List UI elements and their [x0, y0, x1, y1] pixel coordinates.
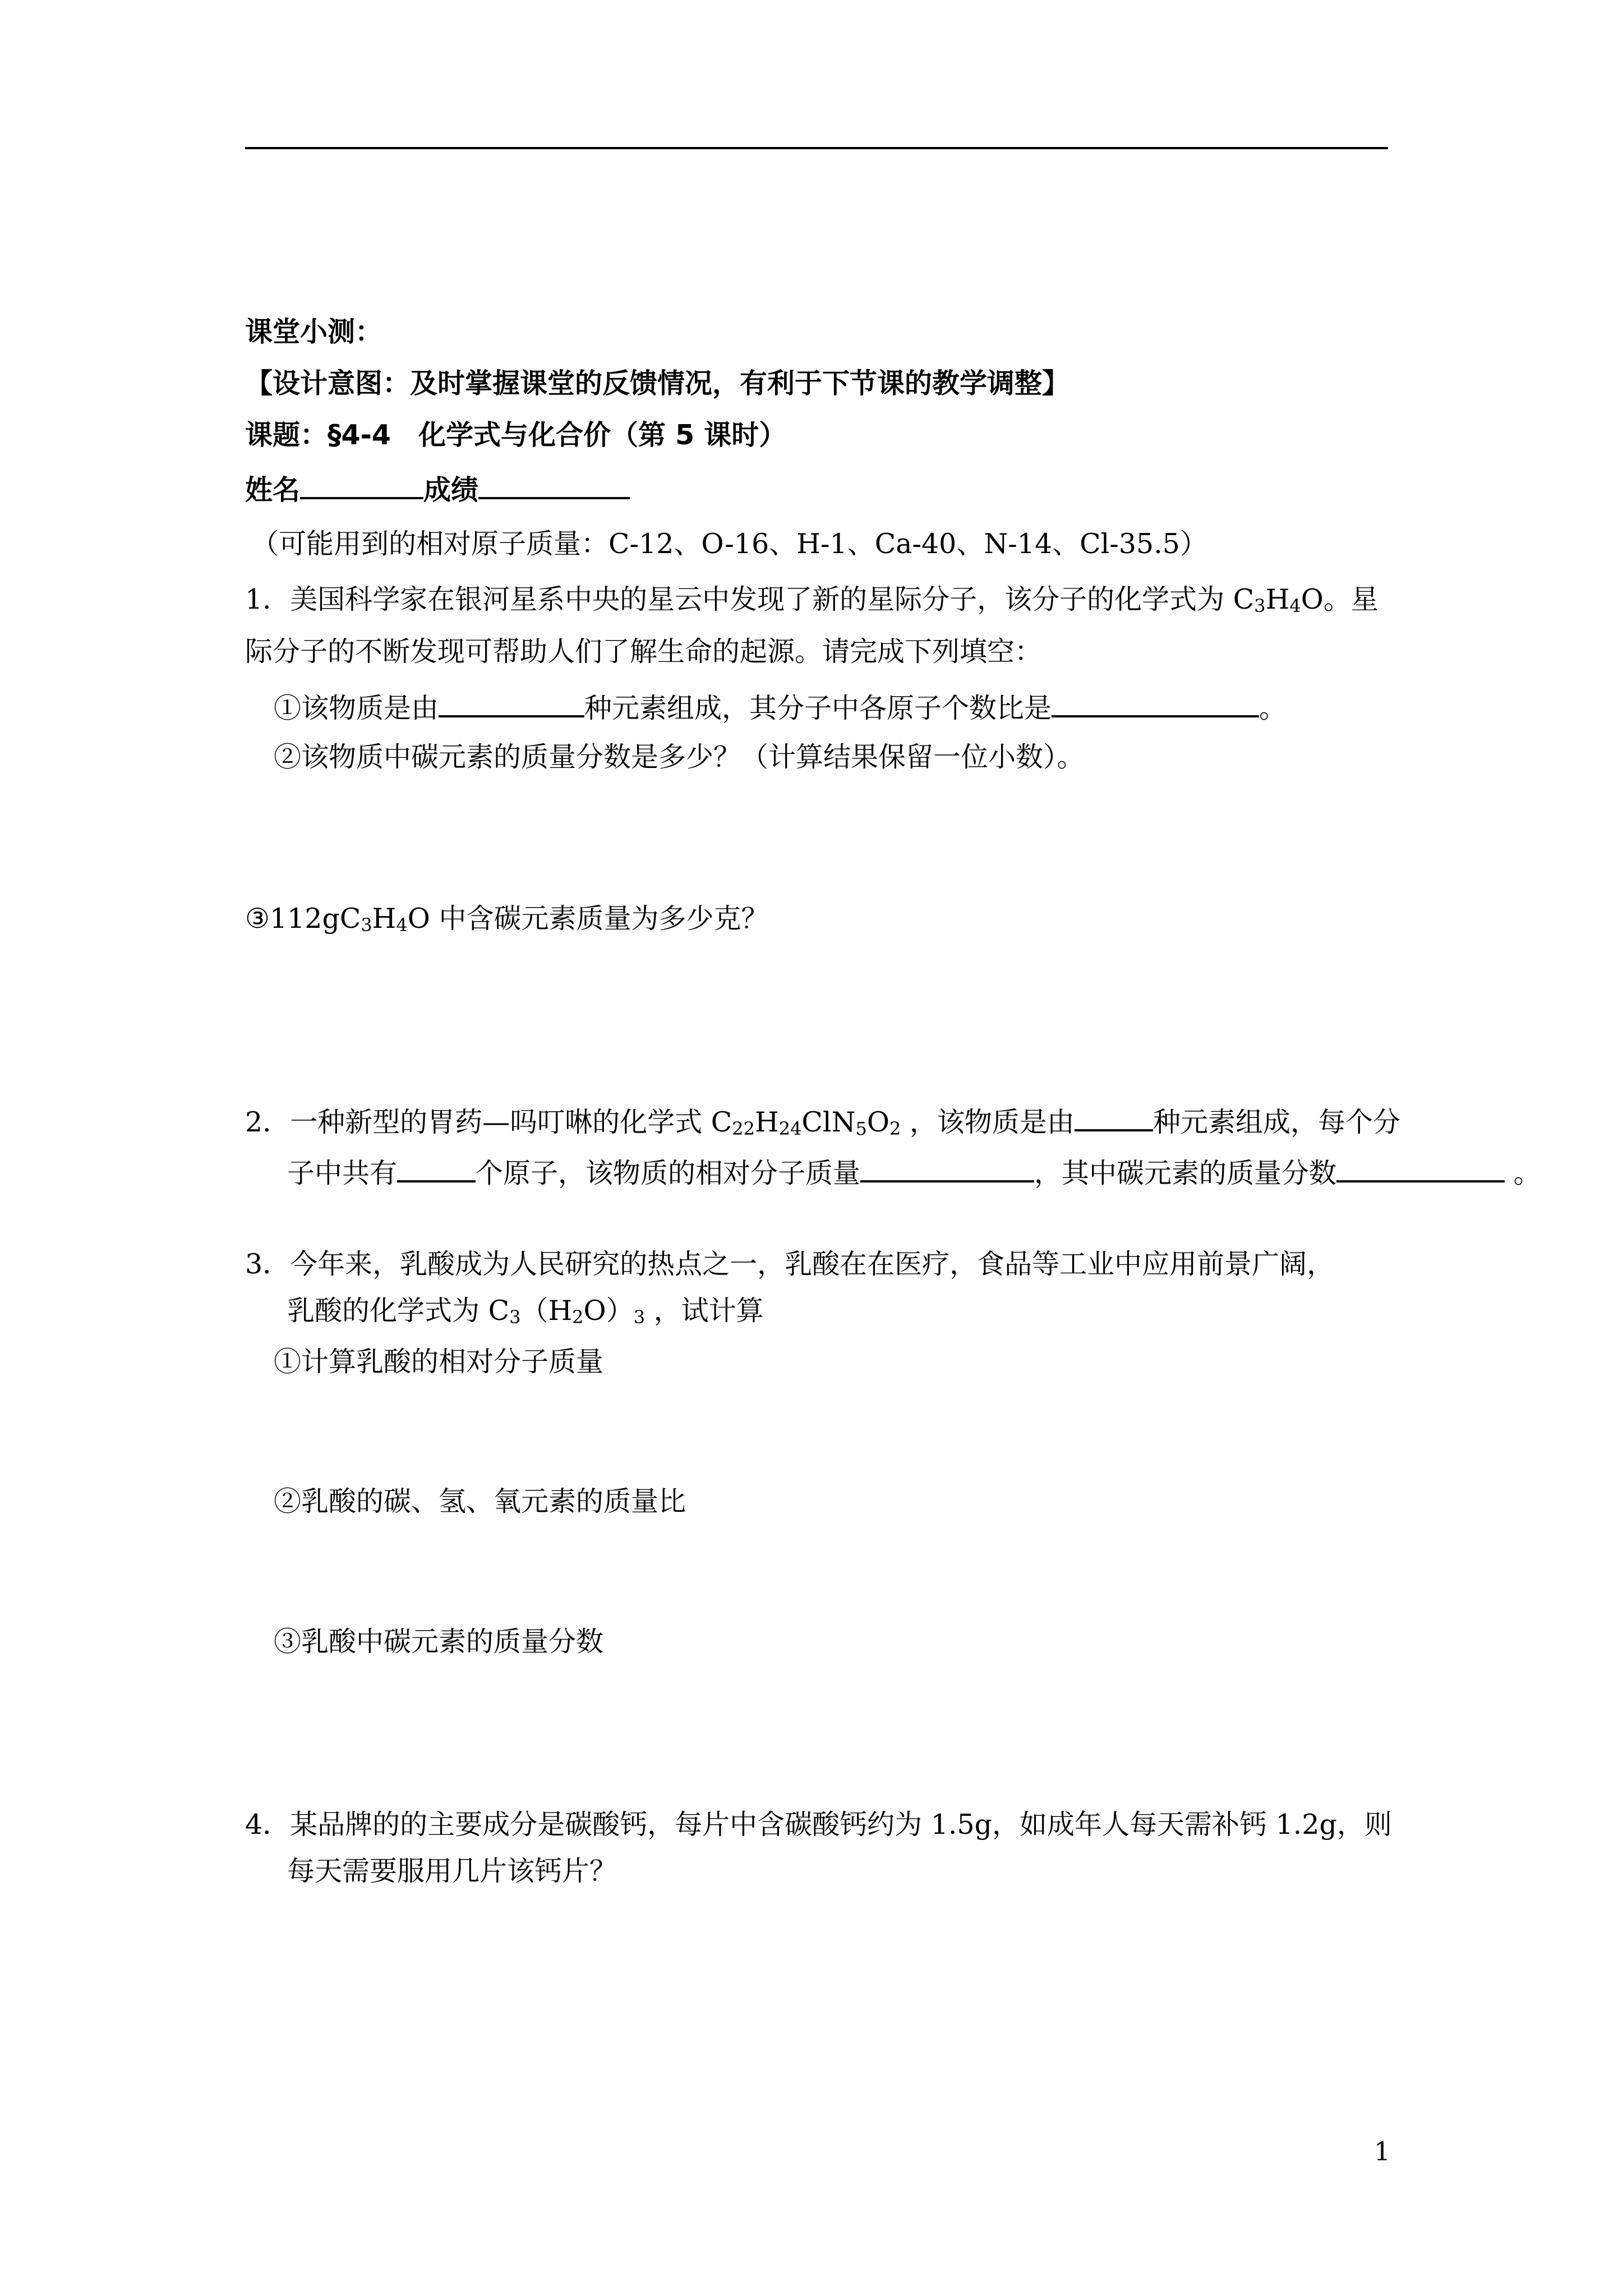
q1-element-count-blank[interactable]	[439, 687, 584, 717]
name-label: 姓名	[245, 474, 301, 506]
lesson-topic: 课题：§4-4 化学式与化合价（第 5 课时）	[245, 419, 787, 451]
q1-atom-ratio-blank[interactable]	[1052, 687, 1259, 717]
quiz-heading: 课堂小测：	[245, 316, 383, 348]
name-score-row	[245, 469, 630, 508]
q3-part3: ③乳酸中碳元素的质量分数	[274, 1626, 604, 1658]
page-number: 1	[1374, 2136, 1391, 2166]
q3-line2: 乳酸的化学式为 $C_3(H_2O)_3$ ，试计算	[287, 1295, 764, 1328]
q4-line2: 每天需要服用几片该钙片？	[287, 1855, 617, 1887]
q3-part1: ①计算乳酸的相对分子质量	[274, 1346, 604, 1378]
q2-carbon-fraction-blank[interactable]	[1336, 1152, 1505, 1182]
q3-line1: 3．今年来，乳酸成为人民研究的热点之一，乳酸在在医疗，食品等工业中应用前景广阔，	[245, 1248, 1335, 1280]
q2-molecular-mass-blank[interactable]	[860, 1152, 1034, 1182]
score-blank[interactable]	[478, 469, 630, 499]
q3-part2: ②乳酸的碳、氢、氧元素的质量比	[274, 1485, 686, 1517]
q2-line2: 子中共有 个原子，该物质的相对分子质量 ，其中碳元素的质量分数 。	[287, 1152, 1541, 1191]
q2-element-count-blank[interactable]	[1075, 1101, 1153, 1131]
design-intent: 【设计意图：及时掌握课堂的反馈情况，有利于下节课的教学调整】	[245, 367, 1070, 399]
score-label: 成绩	[423, 474, 479, 506]
q1-part1: ①该物质是由 种元素组成，其分子中各原子个数比是 。	[274, 687, 1287, 726]
q4-line1: 4．某品牌的的主要成分是碳酸钙，每片中含碳酸钙约为 1.5g，如成年人每天需补钙 1.2g，则	[245, 1809, 1392, 1841]
q1-part3: $③112gC_3H_4O$ 中含碳元素质量为多少克？	[245, 903, 769, 936]
name-blank[interactable]	[300, 469, 423, 499]
atomic-mass-note: （可能用到的相对原子质量：C-12、O-16、H-1、Ca-40、N-14、Cl-35.5）	[251, 528, 1207, 560]
header-rule	[245, 147, 1388, 149]
q1-line1: 1．美国科学家在银河星系中央的星云中发现了新的星际分子，该分子的化学式为 $C_3H_4O$。星	[245, 583, 1378, 616]
q1-part2: ②该物质中碳元素的质量分数是多少？（计算结果保留一位小数）。	[274, 741, 1085, 773]
q2-line1: 2．一种新型的胃药—吗叮啉的化学式 $C_{22}H_{24}ClN_5O_2$ ，该物质是由 种元素组成，每个分	[245, 1101, 1400, 1140]
q2-atom-count-blank[interactable]	[397, 1152, 476, 1182]
q1-line2: 际分子的不断发现可帮助人们了解生命的起源。请完成下列填空：	[245, 636, 1043, 668]
